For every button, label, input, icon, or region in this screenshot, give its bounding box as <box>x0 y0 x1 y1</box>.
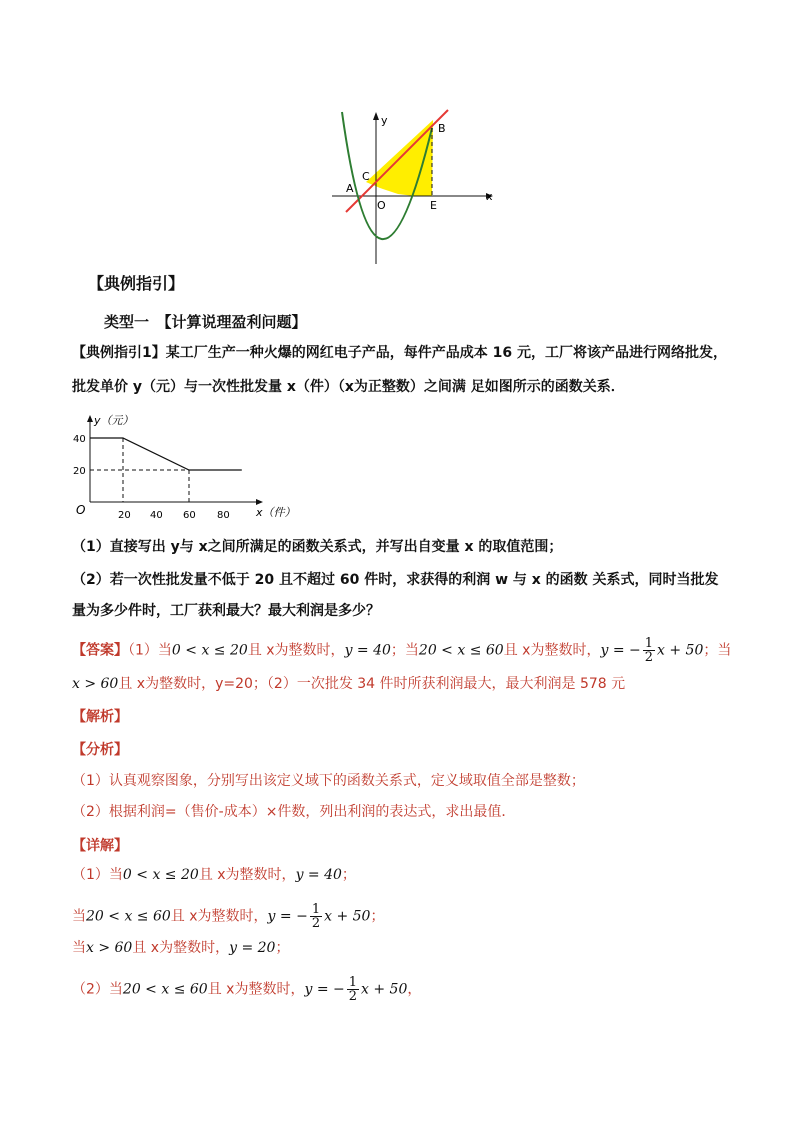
y-arrow <box>373 112 379 120</box>
answer-eq2-b: x + 50 <box>657 642 704 659</box>
detail-2-fraction <box>310 903 322 930</box>
answer-line-2 <box>72 675 625 693</box>
answer-sep1: ；当 <box>390 642 419 659</box>
detail-3-a: 当 <box>72 940 86 956</box>
answer-fraction <box>643 637 655 664</box>
detail-2-sep: ； <box>370 908 385 925</box>
detail-line-4 <box>72 976 421 1003</box>
chart-ylabel: y（元） <box>94 414 134 427</box>
chart-xtick-40: 40 <box>150 510 163 521</box>
analysis-line-1: （1）认真观察图象，分别写出该定义域下的函数关系式，定义域取值全部是整数； <box>72 773 585 789</box>
question-1: （1）直接写出 y与 x之间所满足的函数关系式，并写出自变量 x 的取值范围； <box>72 539 563 555</box>
answer-frac-den: 2 <box>644 650 654 665</box>
answer-sep2: ；当 <box>703 642 732 659</box>
price-chart <box>70 410 296 521</box>
detail-2-frac-den: 2 <box>311 916 321 931</box>
type-heading: 类型一 【计算说理盈利问题】 <box>104 313 307 331</box>
chart-xtick-60: 60 <box>183 510 196 521</box>
chart-ytick-20: 20 <box>73 466 86 477</box>
answer-eq1: y = 40 <box>344 642 391 659</box>
label-e: E <box>430 199 437 212</box>
detail-4-cond: 20 < x ≤ 60 <box>122 981 208 998</box>
answer-int2: 且 x为整数时， <box>503 642 601 659</box>
problem-line-1 <box>72 344 727 362</box>
detail-1-a: （1）当 <box>72 867 123 883</box>
detail-1-cond: 0 < x ≤ 20 <box>122 867 199 883</box>
detail-2-b: 且 x为整数时， <box>170 908 268 925</box>
question-2b: 量为多少件时，工厂获利最大？最大利润是多少？ <box>72 603 380 619</box>
question-2a: （2）若一次性批发量不低于 20 且不超过 60 件时，求获得的利润 w 与 x 的函数 关系式，同时当批发 <box>72 572 719 588</box>
answer-eq2-a: y = − <box>600 642 641 659</box>
chart-x-arrow <box>256 499 263 505</box>
detail-4-fraction <box>347 976 359 1003</box>
detail-4-b: 且 x为整数时， <box>207 981 305 998</box>
detail-2-frac-num: 1 <box>311 902 321 917</box>
detail-4-a: （2）当 <box>72 981 123 998</box>
detail-4-frac-den: 2 <box>348 989 358 1004</box>
detail-3-sep: ； <box>275 940 290 956</box>
label-x: x <box>486 190 493 203</box>
problem-line-2: 批发单价 y（元）与一次性批发量 x（件）（x为正整数）之间满 足如图所示的函数关系． <box>72 379 625 395</box>
chart-ytick-40: 40 <box>73 434 86 445</box>
answer-cond1: 0 < x ≤ 20 <box>171 642 248 659</box>
label-o: O <box>377 199 386 212</box>
answer-frac-num: 1 <box>644 636 654 651</box>
detail-4-frac-num: 1 <box>348 975 358 990</box>
detail-line-1 <box>72 866 356 884</box>
answer-int1: 且 x为整数时， <box>247 642 345 659</box>
analysis-tag: 【解析】 <box>72 709 128 725</box>
detail-1-sep: ； <box>341 867 356 883</box>
detail-1-eq: y = 40 <box>295 867 342 883</box>
chart-y-arrow <box>87 415 93 422</box>
chart-xlabel: x（件） <box>256 506 296 519</box>
answer-int3: 且 x为整数时，y=20；（2）一次批发 34 件时所获利润最大，最大利润是 578 元 <box>118 676 626 692</box>
detail-4-tail: x + 50 <box>361 981 408 998</box>
detail-3-b: 且 x为整数时， <box>132 940 230 956</box>
label-b: B <box>438 122 446 135</box>
problem-text-1: 某工厂生产一种火爆的网红电子产品，每件产品成本 16 元，工厂将该产品进行网络批发， <box>165 345 727 361</box>
problem-tag: 【典例指引1】 <box>72 345 166 361</box>
detail-2-eq: y = − <box>267 908 308 925</box>
analysis-line-2: （2）根据利润=（售价-成本）×件数，列出利润的表达式，求出最值． <box>72 804 516 820</box>
detail-tag: 【详解】 <box>72 838 128 854</box>
parabola-figure <box>328 108 498 266</box>
detail-line-3 <box>72 939 289 957</box>
label-a: A <box>346 182 354 195</box>
detail-4-eq: y = − <box>304 981 345 998</box>
detail-3-eq: y = 20 <box>229 940 276 956</box>
detail-3-cond: x > 60 <box>86 940 133 956</box>
answer-cond2: 20 < x ≤ 60 <box>418 642 504 659</box>
label-c: C <box>362 170 370 183</box>
detail-1-b: 且 x为整数时， <box>198 867 296 883</box>
detail-2-cond: 20 < x ≤ 60 <box>86 908 171 925</box>
chart-xtick-80: 80 <box>217 510 230 521</box>
detail-2-tail: x + 50 <box>324 908 371 925</box>
detail-2-a: 当 <box>72 908 86 925</box>
answer-cond3: x > 60 <box>72 676 119 692</box>
answer-p1: （1）当 <box>128 642 172 659</box>
chart-origin: O <box>76 503 86 517</box>
detail-line-2 <box>72 903 384 930</box>
label-y: y <box>381 114 388 127</box>
line-ab <box>346 110 448 212</box>
chart-series-line <box>90 438 242 470</box>
analysis-sub: 【分析】 <box>72 742 128 758</box>
answer-tag: 【答案】 <box>72 642 128 659</box>
answer-line-1 <box>72 637 731 664</box>
section-heading: 【典例指引】 <box>88 274 185 293</box>
chart-xtick-20: 20 <box>118 510 131 521</box>
detail-4-sep: ， <box>407 981 422 998</box>
